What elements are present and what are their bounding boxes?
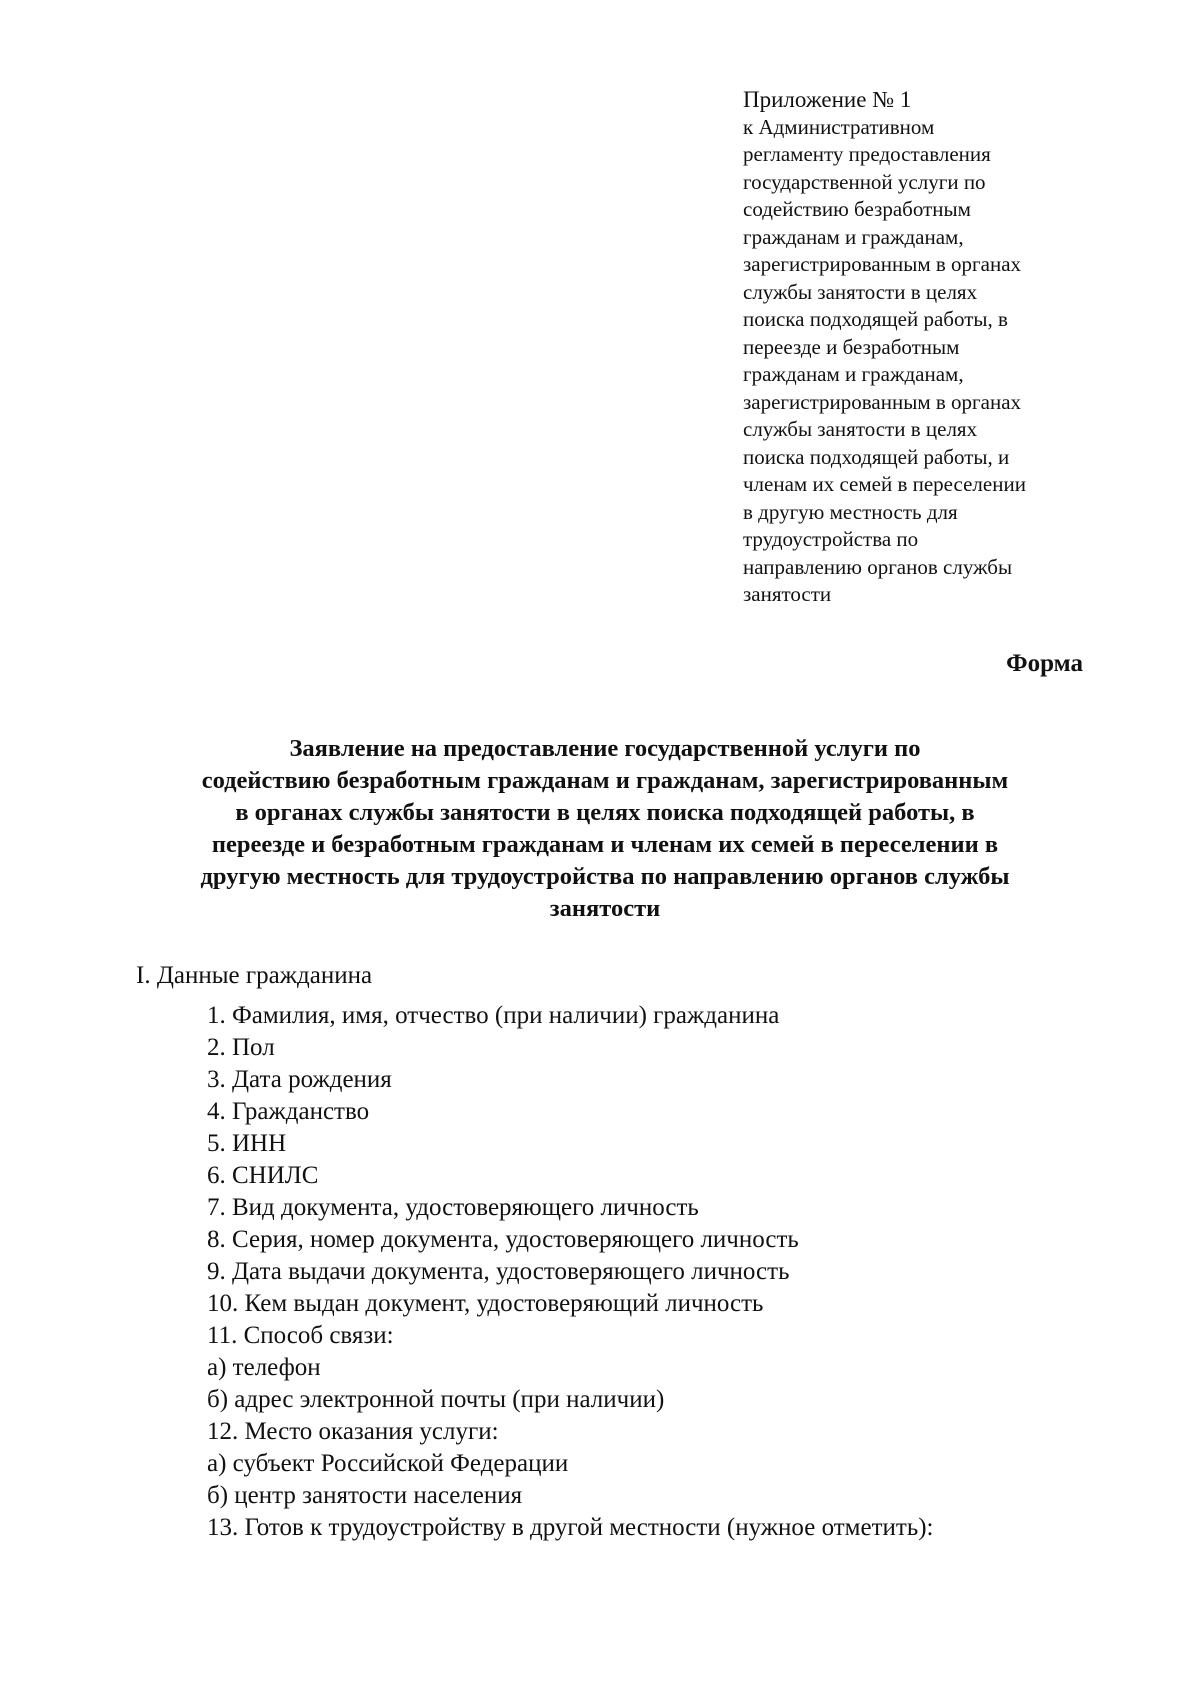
appendix-line: к Административном (743, 114, 935, 139)
appendix-line: Приложение № 1 (743, 87, 912, 112)
field-item: 6. СНИЛС (207, 1162, 319, 1189)
field-item: 5. ИНН (207, 1130, 287, 1157)
appendix-line: службы занятости в целях (743, 417, 978, 441)
document-title (120, 733, 1090, 925)
field-item: б) адрес электронной почты (при наличии) (207, 1386, 665, 1413)
field-item: 13. Готов к трудоустройству в другой местности (нужное отметить): (207, 1514, 934, 1541)
appendix-line: зарегистрированным в органах (743, 389, 1022, 414)
title-line: в органах службы занятости в целях поиска подходящей работы, в (235, 799, 975, 826)
field-item: 3. Дата рождения (207, 1066, 392, 1093)
appendix-line: поиска подходящей работы, в (743, 307, 1008, 331)
field-item: 10. Кем выдан документ, удостоверяющий личность (207, 1290, 764, 1317)
title-line: содействию безработным гражданам и гражданам, зарегистрированным (201, 767, 1009, 794)
title-line: переезде и безработным гражданам и членам их семей в переселении в (211, 831, 999, 858)
field-item: 11. Способ связи: (207, 1322, 394, 1349)
field-item: 7. Вид документа, удостоверяющего личность (207, 1194, 699, 1221)
field-item: а) субъект Российской Федерации (207, 1450, 569, 1477)
appendix-line: зарегистрированным в органах (743, 252, 1022, 276)
appendix-line: государственной услуги по (743, 169, 986, 194)
appendix-line: содействию безработным (743, 197, 971, 221)
appendix-line: переезде и безработным (743, 334, 960, 359)
form-label: Форма (1006, 650, 1083, 677)
field-item: б) центр занятости населения (207, 1482, 523, 1509)
field-item: 4. Гражданство (207, 1098, 370, 1125)
appendix-line: службы занятости в целях (743, 279, 978, 304)
field-item: 9. Дата выдачи документа, удостоверяющего личность (207, 1258, 790, 1285)
appendix-line: трудоустройства по (743, 527, 919, 551)
title-line: Заявление на предоставление государственной услуги по (289, 735, 921, 762)
appendix-note (743, 86, 1143, 609)
appendix-line: поиска подходящей работы, и (743, 444, 1010, 469)
title-line: другую местность для трудоустройства по направлению органов службы (200, 863, 1010, 890)
field-list (207, 1000, 934, 1544)
appendix-line: гражданам и гражданам, (743, 224, 964, 249)
title-line: занятости (549, 895, 661, 922)
section-heading: I. Данные гражданина (136, 962, 373, 989)
appendix-line: регламенту предоставления (743, 142, 991, 166)
appendix-line: гражданам и гражданам, (743, 362, 964, 386)
appendix-line: членам их семей в переселении (743, 472, 1026, 496)
appendix-line: направлению органов службы (743, 554, 1013, 579)
field-item: 2. Пол (207, 1034, 275, 1061)
field-item: 8. Серия, номер документа, удостоверяющего личность (207, 1226, 799, 1253)
field-item: 12. Место оказания услуги: (207, 1418, 499, 1445)
appendix-line: занятости (743, 582, 832, 606)
field-item: а) телефон (207, 1354, 321, 1381)
appendix-line: в другую местность для (743, 499, 958, 524)
field-item: 1. Фамилия, имя, отчество (при наличии) гражданина (207, 1002, 780, 1029)
